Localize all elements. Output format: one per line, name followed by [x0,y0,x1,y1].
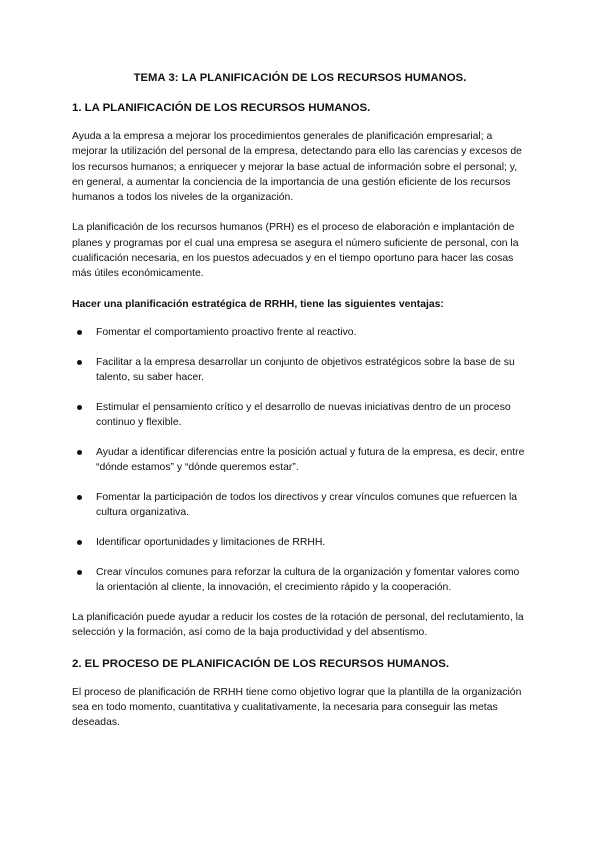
list-item [72,565,528,596]
section-1-paragraph-2: La planificación de los recursos humanos (PRH) es el proceso de elaboración e implantación de planes y programas por el cual una empresa se asegura el número suficiente de personal, con la cualificación necesaria, en los puestos adecuados y en el tiempo oportuno para hacer las cosas más útiles económicamente. [72,222,519,280]
section-1-paragraph-1: Ayuda a la empresa a mejorar los procedimientos generales de planificación empresarial; a mejorar la utilización del personal de la empresa, detectando para ello las carencias y excesos de los recursos humanos; a enriquecer y mejorar la base actual de información sobre el personal; y, en general, a aumentar la conciencia de la importancia de una gestión eficiente de los recursos humanos a todos los niveles de la organización. [72,131,522,204]
bullet-icon [77,360,82,365]
list-item [72,490,528,521]
bullet-icon [77,405,82,410]
list-item-text: Facilitar a la empresa desarrollar un conjunto de objetivos estratégicos sobre la base de su talento, su saber hacer. [96,356,515,384]
section-1-closing-paragraph: La planificación puede ayudar a reducir los costes de la rotación de personal, del reclutamiento, la selección y la formación, así como de la baja productividad y del absentismo. [72,612,524,639]
list-item [72,325,528,340]
bullet-icon [77,330,82,335]
bullet-icon [77,540,82,545]
document-title: TEMA 3: LA PLANIFICACIÓN DE LOS RECURSOS HUMANOS. [133,72,467,84]
bullet-icon [77,450,82,455]
advantages-list [72,325,528,596]
bullet-icon [77,495,82,500]
bullet-icon [77,570,82,575]
section-2-paragraph: El proceso de planificación de RRHH tiene como objetivo lograr que la plantilla de la organización sea en todo momento, cuantitativa y cualitativamente, la necesaria para conseguir las metas deseadas. [72,686,522,729]
list-item [72,445,528,476]
list-item [72,400,528,431]
list-item-text: Estimular el pensamiento crítico y el desarrollo de nuevas iniciativas dentro de un proceso continuo y flexible. [96,401,511,429]
list-item [72,355,528,386]
section-1-heading: 1. LA PLANIFICACIÓN DE LOS RECURSOS HUMANOS. [72,102,371,114]
list-item-text: Identificar oportunidades y limitaciones de RRHH. [96,537,326,549]
list-item-text: Crear vínculos comunes para reforzar la cultura de la organización y fomentar valores como la orientación al cliente, la innovación, el crecimiento rápido y la cooperación. [96,566,520,594]
list-item [72,535,528,550]
list-item-text: Fomentar la participación de todos los directivos y crear vínculos comunes que refuercen la cultura organizativa. [96,492,518,519]
advantages-subheading: Hacer una planificación estratégica de RRHH, tiene las siguientes ventajas: [72,298,444,310]
list-item-text: Fomentar el comportamiento proactivo frente al reactivo. [96,326,357,338]
section-2-heading: 2. EL PROCESO DE PLANIFICACIÓN DE LOS RECURSOS HUMANOS. [72,657,449,670]
list-item-text: Ayudar a identificar diferencias entre la posición actual y futura de la empresa, es decir, entre “dónde estamos” y “dónde queremos estar”. [96,446,525,474]
